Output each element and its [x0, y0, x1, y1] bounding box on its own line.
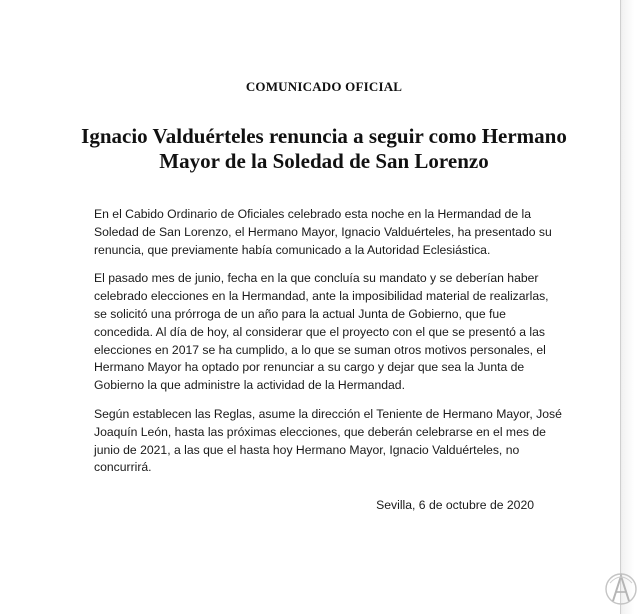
body-paragraph-2: El pasado mes de junio, fecha en la que concluía su mandato y se deberían haber celebrado elecciones en la Hermandad, ante la imposibilidad material de realizarlas, se solicitó una prórroga de un año para la actual Junta de Gobierno, que fue concedida. Al día de hoy, al considerar que el proyecto con el que se presentó a las elecciones en 2017 se ha cumplido, a lo que se suman otros motivos personales, el Hermano Mayor ha optado por renunciar a su cargo y dejar que sea la Junta de Gobierno la que administre la actividad de la Hermandad.: [94, 271, 549, 393]
body-paragraph-1: En el Cabido Ordinario de Oficiales celebrado esta noche en la Hermandad de la Soledad de San Lorenzo, el Hermano Mayor, Ignacio Valduérteles, ha presentado su renuncia, que previamente había comunicado a la Autoridad Eclesiástica.: [94, 207, 552, 257]
document-signoff: Sevilla, 6 de octubre de 2020: [376, 498, 534, 512]
body-paragraph-3: Según establecen las Reglas, asume la dirección el Teniente de Hermano Mayor, José Joaquín León, hasta las próximas elecciones, que deberán celebrarse en el mes de junio de 2021, a las que el hasta hoy Hermano Mayor, Ignacio Valduérteles, no concurrirá.: [94, 406, 562, 475]
document-body: [94, 206, 564, 488]
headline-line-1: Ignacio Valduérteles renuncia a seguir como Hermano: [81, 124, 567, 148]
page-edge-shadow: [620, 0, 640, 614]
headline-line-2: Mayor de la Soledad de San Lorenzo: [159, 149, 489, 173]
document-headline: [60, 124, 588, 174]
page-edge-line: [620, 0, 621, 614]
document-kicker: COMUNICADO OFICIAL: [245, 79, 403, 94]
publisher-logo-icon: [602, 568, 640, 610]
